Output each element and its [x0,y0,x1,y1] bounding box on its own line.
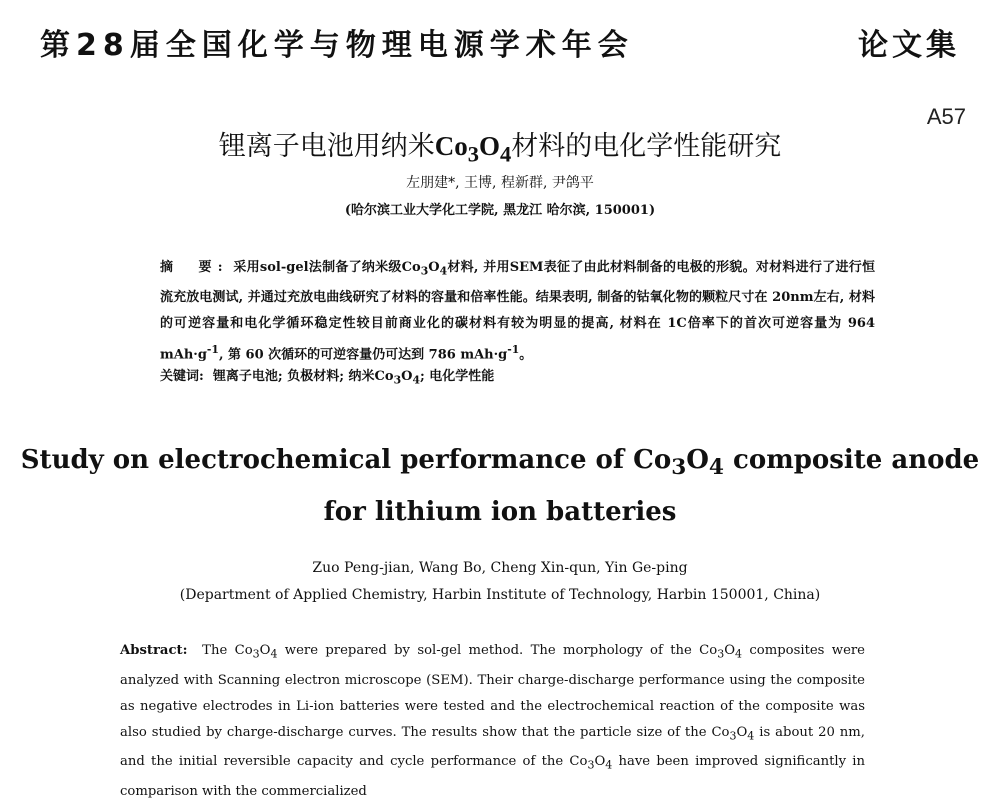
paper-id: A57 [926,104,966,129]
en-affiliation: (Department of Applied Chemistry, Harbin Institute of Technology, Harbin 150001, China) [179,587,821,603]
en-title-line-1: Study on electrochemical performance of $Co_3O_4$ composite anode [20,445,980,481]
cn-title: 锂离子电池用纳米$Co_3O_4$材料的电化学性能研究 [218,131,782,167]
cn-abstract: 摘 要: 采用sol-gel法制备了纳米级$Co_3O_4$材料, 并用SEM表征了由此材料制备的电极的形貌。对材料进行了进行恒流充放电测试, 并通过充放电曲线研究了材料的容量和倍率性能。结果表明, 制备的钴氧化物的颗粒尺寸在 20nm左右, 材料的可逆容量和电化学循环稳定性较目前商业化的碳材料有较为明显的提高, 材料在 1C倍率下的首次可逆容量为 964 $mAh\cdot g^{-1}$, 第 60 次循环的可逆容量仍可达到 786 $mAh\cdot g^{-1}$。 [160,260,875,362]
en-title-line-2: for lithium ion batteries [323,497,677,527]
conference-header: 第28届全国化学与物理电源学术年会 [40,28,634,63]
collection-header: 论文集 [858,28,960,63]
en-abstract: Abstract: The $Co_3O_4$ were prepared by sol-gel method. The morphology of the $Co_3O_4$ composites were analyzed with Scanning electron microscope (SEM). Their charge-discharge performance using the composite as negative electrodes in Li-ion batteries were tested and the electrochemical reaction of the composite was also studied by charge-discharge curves. The results show that the particle size of the $Co_3O_4$ is about 20 nm, and the initial reversible capacity and cycle performance of the $Co_3O_4$ have been improved significantly in comparison with the commercialized [120,643,865,799]
en-authors: Zuo Peng-jian, Wang Bo, Cheng Xin-qun, Yin Ge-ping [312,560,688,576]
cn-affiliation: (哈尔滨工业大学化工学院, 黑龙江 哈尔滨, 150001) [344,203,656,218]
cn-keywords: 关键词: 锂离子电池; 负极材料; 纳米$Co_3O_4$; 电化学性能 [160,369,495,387]
cn-authors: 左朋建*, 王博, 程新群, 尹鸽平 [406,175,594,191]
